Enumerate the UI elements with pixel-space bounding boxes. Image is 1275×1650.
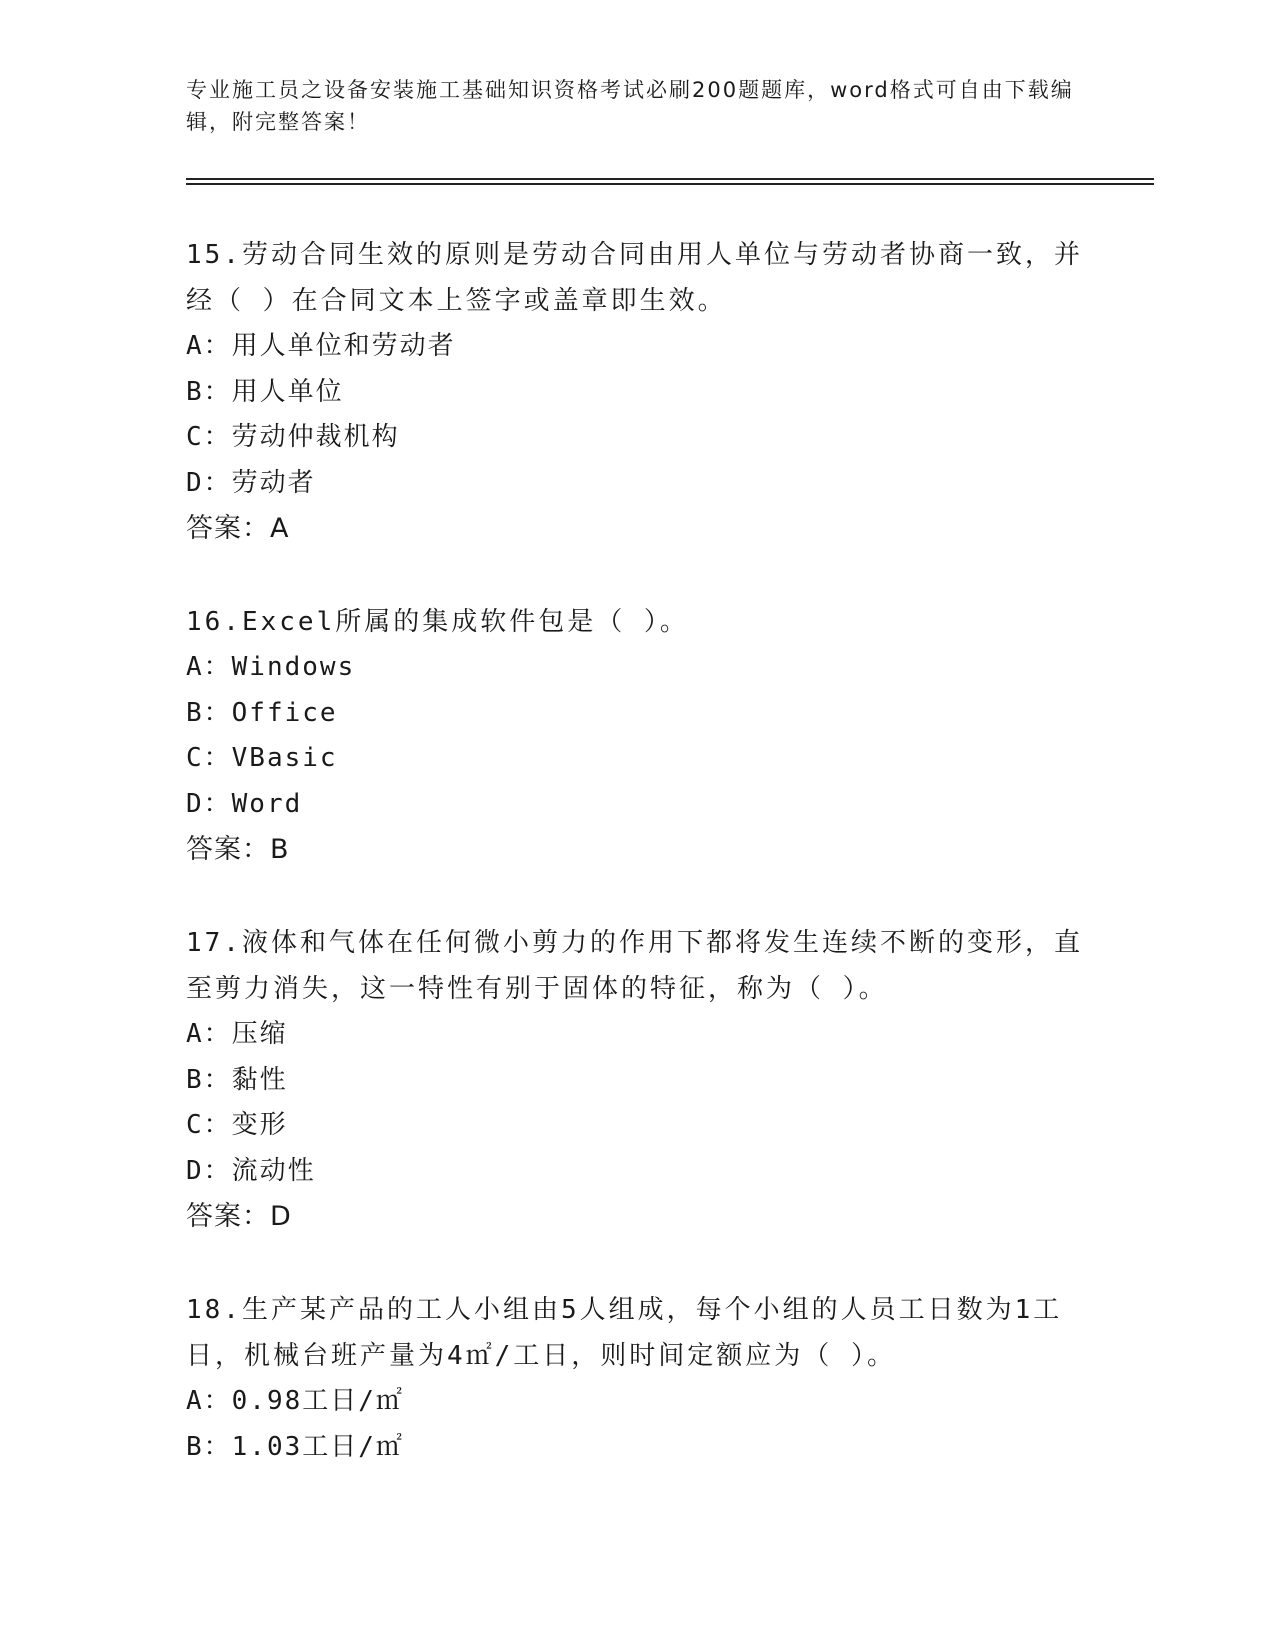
question-stem: 17.液体和气体在任何微小剪力的作用下都将发生连续不断的变形，直至剪力消失，这一特性有别于固体的特征，称为（ ）。 (186, 928, 1083, 1004)
option-b: B：用人单位 (186, 376, 344, 407)
question-stem: 16.Excel所属的集成软件包是（ ）。 (186, 607, 689, 637)
document-header: 专业施工员之设备安装施工基础知识资格考试必刷200题题库，word格式可自由下载编辑，附完整答案！ (186, 78, 1074, 134)
option-b: B：Office (186, 697, 338, 728)
option-a: A：压缩 (186, 1019, 288, 1049)
question-stem: 15.劳动合同生效的原则是劳动合同由用人单位与劳动者协商一致，并经（ ）在合同文本上签字或盖章即生效。 (186, 240, 1083, 316)
option-a: A：用人单位和劳动者 (186, 331, 456, 361)
option-d: D：流动性 (186, 1155, 316, 1186)
option-d: D：劳动者 (186, 467, 316, 498)
question-18 (186, 1287, 1086, 1470)
option-a: A：0.98工日/㎡ (186, 1386, 404, 1416)
option-d: D：Word (186, 788, 303, 819)
question-17 (186, 920, 1086, 1240)
question-stem: 18.生产某产品的工人小组由5人组成，每个小组的人员工日数为1工日，机械台班产量为4㎡/工日，则时间定额应为（ ）。 (186, 1295, 1063, 1371)
option-b: B：黏性 (186, 1064, 288, 1095)
question-16 (186, 599, 1086, 873)
answer-label: 答案：D (186, 1201, 292, 1232)
question-list (186, 232, 1086, 1517)
option-c: C：VBasic (186, 743, 338, 773)
option-b: B：1.03工日/㎡ (186, 1431, 404, 1462)
header-divider-bottom (186, 183, 1154, 185)
option-c: C：变形 (186, 1110, 288, 1140)
option-c: C：劳动仲裁机构 (186, 422, 400, 452)
answer-label: 答案：B (186, 834, 290, 865)
option-a: A：Windows (186, 652, 356, 682)
header-divider-top (186, 178, 1154, 180)
question-15 (186, 232, 1086, 552)
answer-label: 答案：A (186, 513, 290, 544)
